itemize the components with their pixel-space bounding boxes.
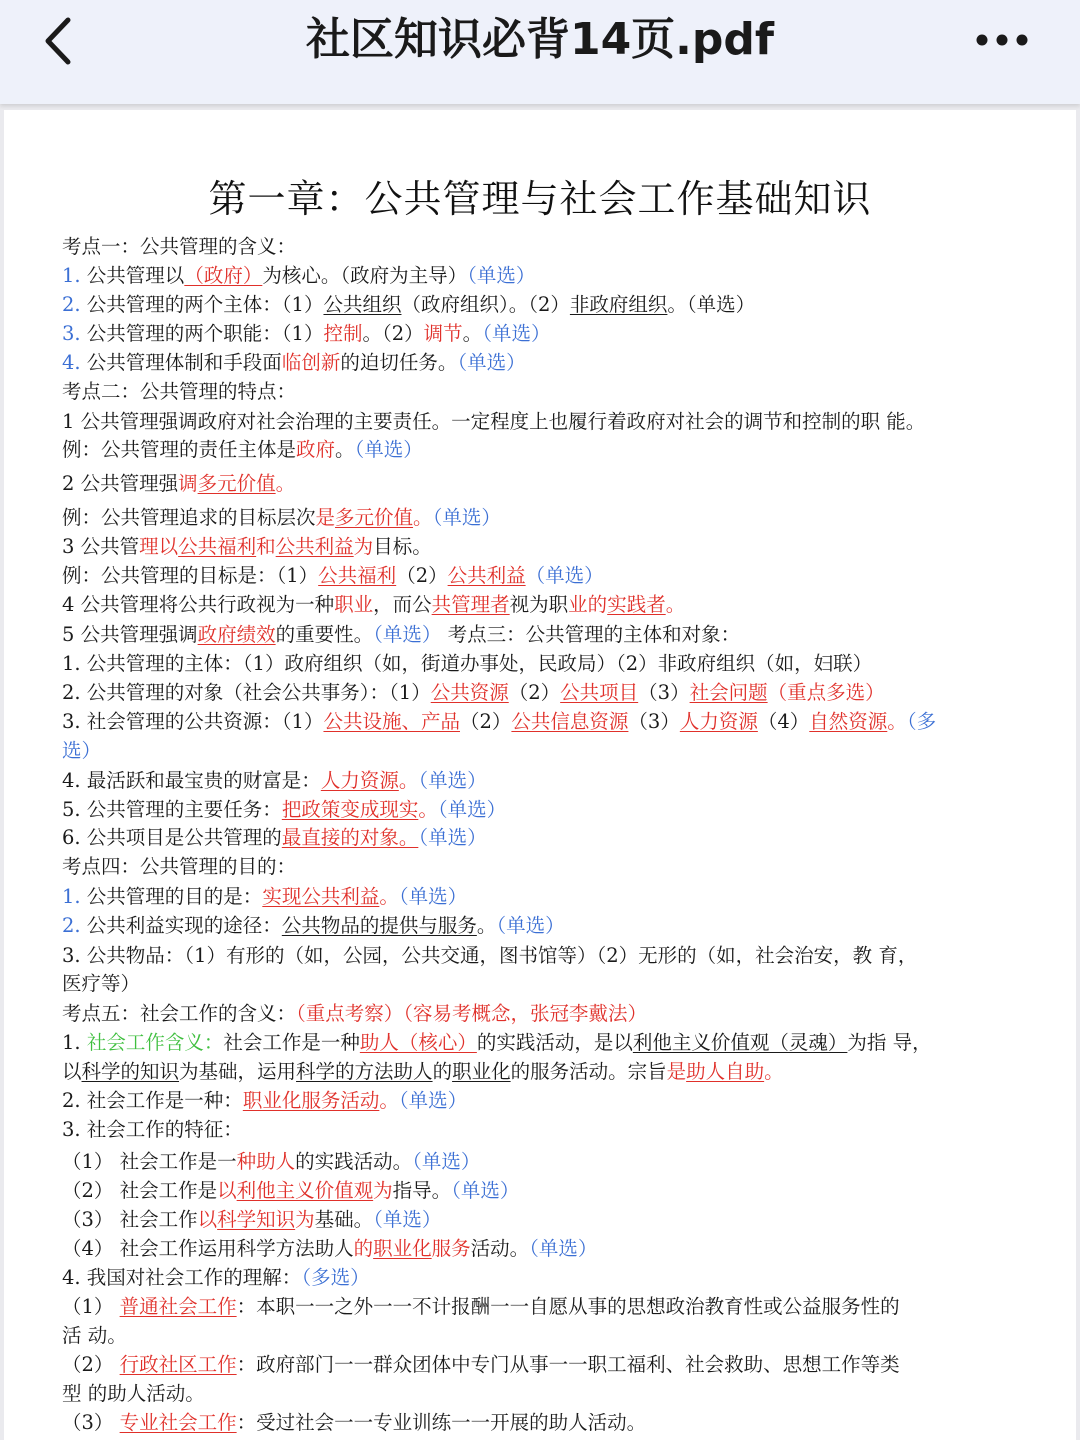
text-segment: 种助人 bbox=[236, 1150, 296, 1173]
text-segment: 为 bbox=[353, 535, 374, 558]
text-segment: 3. 社会工作的特征： bbox=[62, 1118, 243, 1141]
text-segment: 政府 bbox=[296, 438, 336, 461]
text-segment: 公共项目 bbox=[560, 681, 639, 704]
text-segment: 2. 社会工作是一种： bbox=[62, 1089, 243, 1112]
text-segment: 共管理者 bbox=[431, 593, 510, 616]
text-segment: 的 bbox=[432, 1060, 453, 1083]
text-segment: （单选） bbox=[398, 885, 468, 908]
text-segment: （多 bbox=[906, 710, 937, 733]
text-segment: （单选） bbox=[418, 769, 487, 792]
text-line bbox=[62, 1235, 597, 1263]
text-segment: 公共管理的两个职能：（1） bbox=[80, 322, 324, 345]
text-segment: （单选） bbox=[373, 1208, 442, 1231]
text-segment: （单选） bbox=[467, 264, 536, 287]
text-segment: 。 bbox=[887, 710, 907, 733]
text-segment: 4 公共管理将公共行政视为一种 bbox=[62, 593, 335, 616]
text-segment: 临创新 bbox=[281, 351, 341, 374]
text-segment: 指导。 bbox=[392, 1179, 452, 1202]
text-segment: 。 bbox=[379, 1089, 399, 1112]
text-line bbox=[62, 737, 101, 765]
text-line bbox=[62, 291, 755, 319]
text-segment: 公共福利 bbox=[178, 535, 257, 558]
text-segment: 把政策变成现实 bbox=[281, 798, 419, 821]
text-segment: 为核心。（政府为主导） bbox=[262, 264, 468, 287]
text-segment: 考点五：社会工作的含义： bbox=[62, 1002, 297, 1025]
text-segment: 公共资源 bbox=[430, 681, 509, 704]
text-segment: 视为职 bbox=[509, 593, 569, 616]
text-line bbox=[62, 1087, 467, 1115]
text-segment: 。 bbox=[413, 506, 433, 529]
text-line bbox=[62, 824, 487, 852]
text-segment: 专业社会工作 bbox=[119, 1411, 237, 1434]
back-chevron-icon[interactable] bbox=[40, 14, 80, 68]
text-segment: 例：公共管理的责任主体是 bbox=[62, 438, 297, 461]
text-segment: （单选） bbox=[482, 322, 551, 345]
text-segment: 的实践活动。 bbox=[295, 1150, 413, 1173]
text-segment: （单选） bbox=[525, 564, 604, 587]
text-segment: 基础。 bbox=[314, 1208, 374, 1231]
text-segment: 为基础，运用 bbox=[179, 1060, 297, 1083]
text-segment: 科学的方法助人 bbox=[296, 1060, 433, 1083]
text-segment: 。 bbox=[335, 438, 355, 461]
text-line bbox=[62, 320, 550, 348]
text-segment: （单选） bbox=[418, 826, 487, 849]
text-line bbox=[62, 853, 296, 881]
text-segment: 是 bbox=[315, 506, 336, 529]
text-segment: 。 bbox=[379, 885, 399, 908]
text-line bbox=[62, 1029, 932, 1057]
text-segment: 职业化 bbox=[373, 1237, 432, 1260]
text-segment: 2. bbox=[62, 914, 81, 937]
text-segment: 的重要性。 bbox=[275, 623, 374, 646]
top-bar bbox=[0, 0, 1080, 104]
text-segment: （2） bbox=[459, 710, 512, 733]
text-segment: 型 的助人活动。 bbox=[62, 1382, 205, 1405]
text-segment: 最直接的对象。 bbox=[281, 826, 419, 849]
text-segment: （政府组织）。（2） bbox=[401, 293, 570, 316]
text-segment: 和 bbox=[256, 535, 276, 558]
document-title: 社区知识必背14页.pdf bbox=[305, 14, 775, 65]
text-line bbox=[62, 883, 467, 911]
text-segment: 科学知识 bbox=[217, 1208, 296, 1231]
text-segment: 。（单选） bbox=[667, 293, 756, 316]
text-segment: （单选） bbox=[451, 1179, 520, 1202]
text-segment: 服务 bbox=[431, 1237, 471, 1260]
text-segment: 。（2） bbox=[362, 322, 424, 345]
text-line bbox=[62, 970, 140, 998]
text-segment: 。 bbox=[462, 322, 483, 345]
text-segment: 业的 bbox=[568, 593, 608, 616]
text-line bbox=[62, 650, 872, 678]
text-line bbox=[62, 1177, 519, 1205]
text-segment: 2 公共管理强 bbox=[62, 472, 179, 495]
text-segment: 6. 公共项目是公共管理的 bbox=[62, 826, 282, 849]
text-line bbox=[62, 1000, 647, 1028]
text-segment: 1. bbox=[62, 1031, 87, 1054]
text-segment: ：本职一一之外一一不计报酬一一自愿从事的思想政治教育性或公益服务性的 bbox=[236, 1295, 900, 1318]
text-segment: 行政社区工作 bbox=[119, 1353, 237, 1376]
text-segment: （3） 社会工作 bbox=[62, 1208, 198, 1231]
text-segment: 非政府组织 bbox=[569, 293, 668, 316]
text-segment: （3） bbox=[628, 710, 680, 733]
text-segment: 职业化 bbox=[452, 1060, 511, 1083]
text-line bbox=[62, 1293, 900, 1321]
text-segment: 助人自助 bbox=[686, 1060, 765, 1083]
text-line bbox=[62, 591, 685, 619]
text-segment: 公共利益实现的途径： bbox=[80, 914, 282, 937]
chapter-heading: 第一章：公共管理与社会工作基础知识 bbox=[208, 177, 872, 221]
text-segment: 医疗等） bbox=[62, 972, 141, 995]
text-segment: 人力资源 bbox=[679, 710, 758, 733]
text-segment: 以 bbox=[197, 1208, 218, 1231]
text-line bbox=[62, 233, 296, 261]
text-segment: 实践者 bbox=[607, 593, 666, 616]
text-segment: 1. 公共管理的主体：（1）政府组织（如，街道办事处，民政局）（2）非政府组织（如，妇联） bbox=[62, 652, 873, 675]
text-segment: 社会工作含义： bbox=[86, 1031, 224, 1054]
text-segment: （单选） bbox=[373, 623, 442, 646]
text-segment: 2. bbox=[62, 293, 81, 316]
text-segment: （3） bbox=[62, 1411, 120, 1434]
text-segment: 公共利益 bbox=[447, 564, 526, 587]
text-segment: 公共组织 bbox=[323, 293, 402, 316]
more-options-icon[interactable] bbox=[972, 24, 1032, 56]
text-segment: 公共管理的目的是： bbox=[80, 885, 263, 908]
text-line bbox=[62, 1351, 900, 1379]
text-line bbox=[62, 349, 526, 377]
text-segment: 例：公共管理的目标是：（1） bbox=[62, 564, 319, 587]
text-segment: （重点考察）（容易考概念，张冠李戴法） bbox=[296, 1002, 648, 1025]
text-segment: （2） bbox=[396, 564, 448, 587]
text-segment: （2） 社会工作是 bbox=[62, 1179, 218, 1202]
text-segment: 的实践活动，是以 bbox=[476, 1031, 633, 1054]
text-line bbox=[62, 562, 604, 590]
text-segment: 3. bbox=[62, 322, 81, 345]
text-segment: 活 动。 bbox=[62, 1324, 127, 1347]
text-segment: 职业 bbox=[334, 593, 374, 616]
text-segment: 2. 公共管理的对象（社会公共事务）：（1） bbox=[62, 681, 431, 704]
text-line bbox=[62, 1206, 441, 1234]
text-segment: 选） bbox=[62, 739, 102, 762]
text-segment: 3. 公共物品：（1）有形的（如，公园，公共交通，图书馆等）（2）无形的（如，社会治安，教 育， bbox=[62, 944, 918, 967]
text-segment: 。 bbox=[418, 798, 438, 821]
text-segment: （2） bbox=[508, 681, 561, 704]
text-segment: （政府） bbox=[184, 264, 263, 287]
text-segment: （1） 社会工作是一 bbox=[62, 1150, 237, 1173]
text-line bbox=[62, 679, 885, 707]
text-line bbox=[62, 621, 740, 649]
text-segment: 4. bbox=[62, 351, 81, 374]
text-segment: 的迫切任务。 bbox=[340, 351, 458, 374]
text-segment: 公共管理体制和手段面 bbox=[80, 351, 282, 374]
text-segment: （单选） bbox=[529, 1237, 598, 1260]
text-segment: ：政府部门一一群众团体中专门从事一一职工福利、社会救助、思想工作等类 bbox=[236, 1353, 900, 1376]
text-segment: 的 bbox=[353, 1237, 374, 1260]
text-segment: 的服务活动。宗旨 bbox=[510, 1060, 667, 1083]
text-segment: （单选） bbox=[432, 506, 501, 529]
text-segment: （单选） bbox=[354, 438, 423, 461]
text-segment: 政府绩效 bbox=[197, 623, 276, 646]
text-segment: （1） bbox=[62, 1295, 120, 1318]
text-segment: 助人（核心） bbox=[359, 1031, 477, 1054]
text-segment: 普通社会工作 bbox=[119, 1295, 237, 1318]
text-segment: 。 bbox=[398, 769, 419, 792]
text-segment: 为 bbox=[373, 1179, 393, 1202]
text-line bbox=[62, 942, 917, 970]
text-segment: 公共设施、产品 bbox=[323, 710, 460, 733]
text-segment: 利他主义价值观 bbox=[236, 1179, 374, 1202]
text-segment: （单选） bbox=[496, 914, 565, 937]
text-line bbox=[62, 767, 487, 795]
text-segment: （重点多选） bbox=[767, 681, 885, 704]
text-segment: 以 bbox=[62, 1060, 82, 1083]
text-segment: 控制 bbox=[323, 322, 363, 345]
text-segment: （单选） bbox=[412, 1150, 481, 1173]
text-segment: ：受过社会一一专业训练一一开展的助人活动。 bbox=[236, 1411, 647, 1434]
text-segment: 4. 我国对社会工作的理解： bbox=[62, 1266, 302, 1289]
text-segment: ，而公 bbox=[373, 593, 432, 616]
text-line bbox=[62, 533, 432, 561]
text-segment: 3. 社会管理的公共资源：（1） bbox=[62, 710, 324, 733]
text-segment: （单选） bbox=[437, 798, 507, 821]
text-segment: 。 bbox=[275, 472, 296, 495]
pdf-page[interactable] bbox=[4, 110, 1076, 1440]
text-line bbox=[62, 378, 296, 406]
text-line bbox=[62, 912, 565, 940]
text-segment: 1 公共管理强调政府对社会治理的主要责任。一定程度上也履行着政府对社会的调节和控制的职 能。 bbox=[62, 410, 926, 433]
text-segment: （2） bbox=[62, 1353, 120, 1376]
text-segment: 职业化服务活动 bbox=[242, 1089, 380, 1112]
text-line bbox=[62, 708, 936, 736]
text-segment: 公共管理以 bbox=[80, 264, 185, 287]
text-segment: 是 bbox=[666, 1060, 687, 1083]
text-segment: 活动。 bbox=[470, 1237, 530, 1260]
text-line bbox=[62, 470, 295, 498]
text-line bbox=[62, 796, 506, 824]
text-segment: （4） 社会工作运用科学方法助人 bbox=[62, 1237, 354, 1260]
text-segment: （单选） bbox=[457, 351, 526, 374]
text-segment: 为指 导， bbox=[847, 1031, 932, 1054]
text-segment: 调节 bbox=[423, 322, 463, 345]
text-segment: 公共管理的两个主体：（1） bbox=[80, 293, 324, 316]
text-segment: 以 bbox=[217, 1179, 237, 1202]
text-segment: 5 公共管理强调 bbox=[62, 623, 198, 646]
text-line bbox=[62, 436, 423, 464]
text-line bbox=[62, 262, 535, 290]
text-segment: 为 bbox=[295, 1208, 315, 1231]
text-segment: 。 bbox=[476, 914, 497, 937]
text-segment: 利他主义价值观（灵魂） bbox=[632, 1031, 848, 1054]
text-segment: 公共福利 bbox=[318, 564, 397, 587]
text-segment: （3） bbox=[638, 681, 690, 704]
text-line bbox=[62, 1264, 370, 1292]
text-segment: 。 bbox=[764, 1060, 784, 1083]
text-segment: 1. bbox=[62, 885, 81, 908]
text-segment: 考点二：公共管理的特点： bbox=[62, 380, 297, 403]
text-segment: 4. 最活跃和最宝贵的财富是： bbox=[62, 769, 321, 792]
text-line bbox=[62, 1116, 243, 1144]
text-segment: 公共信息资源 bbox=[511, 710, 629, 733]
text-segment: 考点三：公共管理的主体和对象： bbox=[441, 623, 741, 646]
text-segment: 公共物品的提供与服务 bbox=[281, 914, 477, 937]
text-segment: 3 公共管 bbox=[62, 535, 140, 558]
text-segment: 自然资源 bbox=[809, 710, 888, 733]
text-line bbox=[62, 1322, 127, 1350]
text-segment: 5. 公共管理的主要任务： bbox=[62, 798, 282, 821]
text-segment: （4） bbox=[757, 710, 810, 733]
text-segment: （多选） bbox=[301, 1266, 370, 1289]
text-line bbox=[62, 1058, 784, 1086]
text-line bbox=[62, 504, 501, 532]
text-segment: 调 bbox=[178, 472, 198, 495]
text-segment: 科学的知识 bbox=[81, 1060, 180, 1083]
text-segment: 多元价值 bbox=[197, 472, 276, 495]
text-segment: 1. bbox=[62, 264, 81, 287]
text-line bbox=[62, 1380, 205, 1408]
text-segment: 考点一：公共管理的含义： bbox=[62, 235, 297, 258]
text-segment: 理以 bbox=[139, 535, 179, 558]
text-segment: 社会问题 bbox=[689, 681, 768, 704]
text-segment: （单选） bbox=[398, 1089, 468, 1112]
text-line bbox=[62, 408, 925, 436]
text-line bbox=[62, 1148, 480, 1176]
text-line bbox=[62, 1409, 646, 1437]
text-segment: 人力资源 bbox=[320, 769, 399, 792]
text-segment: 公共利益 bbox=[275, 535, 354, 558]
text-segment: 目标。 bbox=[373, 535, 432, 558]
text-segment: 。 bbox=[665, 593, 686, 616]
text-segment: 实现公共利益 bbox=[262, 885, 380, 908]
text-segment: 社会工作是一种 bbox=[223, 1031, 360, 1054]
text-segment: 考点四：公共管理的目的： bbox=[62, 855, 297, 878]
text-segment: 例：公共管理追求的目标层次 bbox=[62, 506, 316, 529]
text-segment: 多元价值 bbox=[335, 506, 414, 529]
